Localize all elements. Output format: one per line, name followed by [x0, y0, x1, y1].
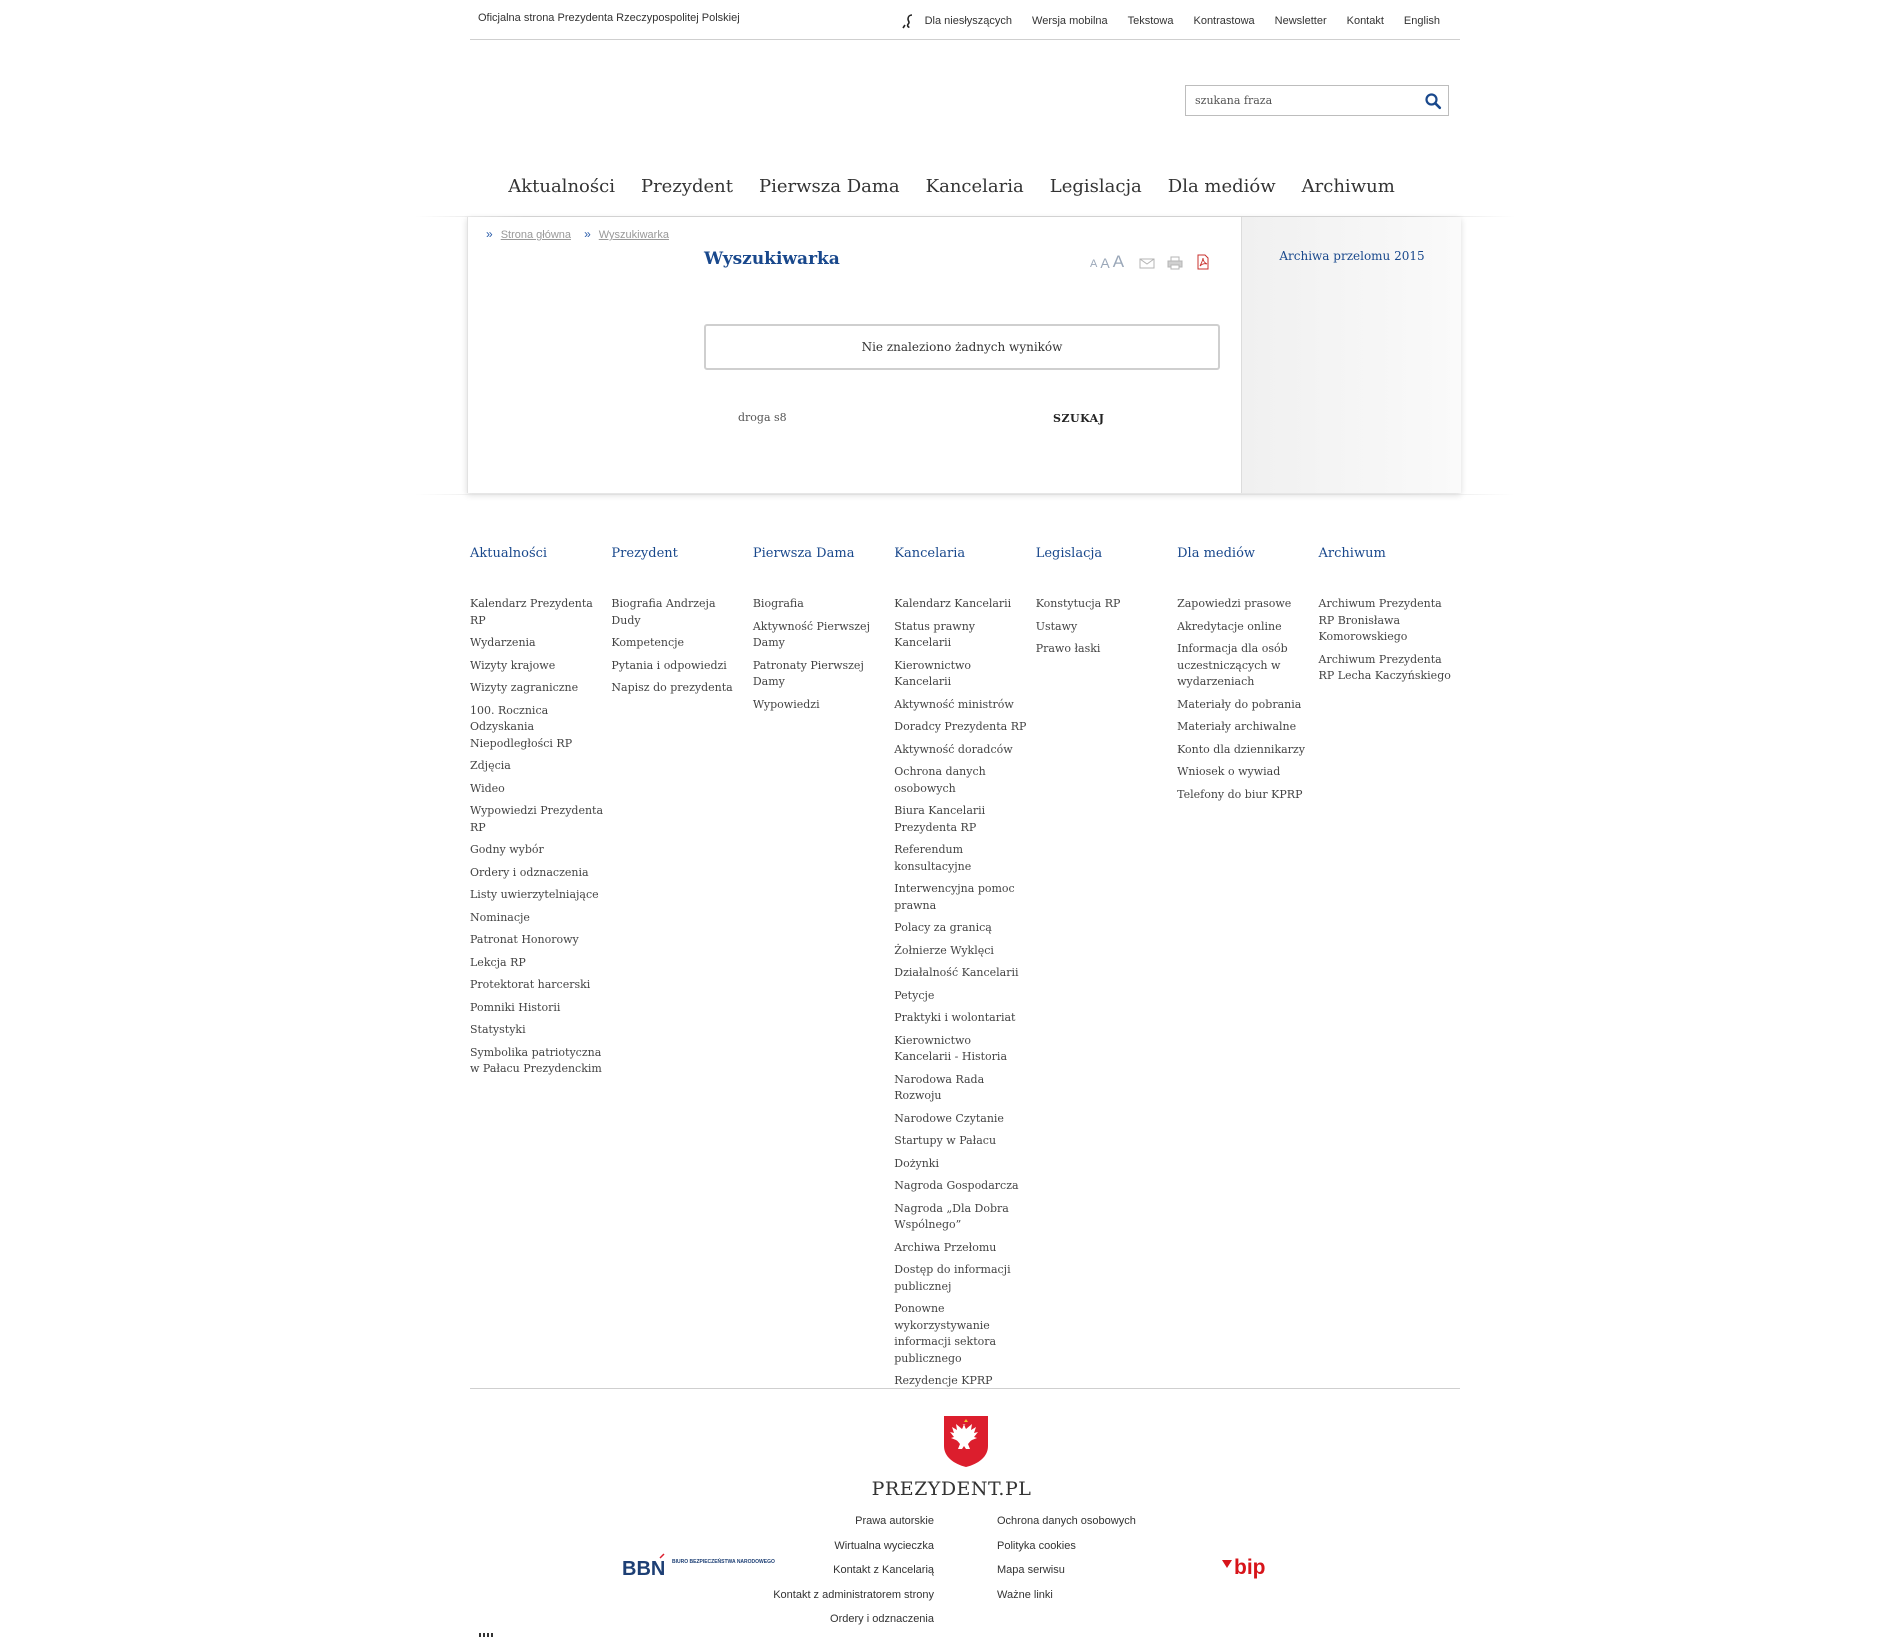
- footer-column: [1319, 546, 1460, 1396]
- footer-link[interactable]: Statystyki: [470, 1023, 526, 1036]
- footer-link[interactable]: Referendum konsultacyjne: [894, 843, 972, 873]
- footer-link[interactable]: Doradcy Prezydenta RP: [894, 720, 1027, 733]
- footer-link-ordery[interactable]: Ordery i odznaczenia: [830, 1613, 934, 1625]
- footer-link[interactable]: Dożynki: [894, 1156, 939, 1170]
- footer-link[interactable]: Prawo łaski: [1035, 642, 1101, 655]
- footer-link[interactable]: Wydarzenia: [470, 636, 536, 649]
- footer-link[interactable]: Dostęp do informacji publicznej: [894, 1263, 1011, 1293]
- footer-link[interactable]: Ochrona danych osobowych: [894, 765, 986, 795]
- footer-link[interactable]: Materiały do pobrania: [1177, 697, 1302, 711]
- breadcrumb-separator-icon: »: [486, 227, 493, 241]
- top-link-contrast[interactable]: Kontrastowa: [1193, 15, 1255, 27]
- font-size-small-button[interactable]: A: [1090, 258, 1098, 270]
- footer-link[interactable]: Ustawy: [1035, 619, 1078, 633]
- footer-link[interactable]: Pytania i odpowiedzi: [611, 658, 727, 672]
- main-content: [467, 217, 1461, 493]
- bbn-logo-icon[interactable]: [622, 1552, 775, 1582]
- bbn-logo-subtitle: BIURO BEZPIECZEŃSTWA NARODOWEGO: [672, 1559, 775, 1565]
- footer-link[interactable]: Godny wybór: [470, 843, 544, 856]
- search-submit-button[interactable]: SZUKAJ: [1053, 412, 1105, 425]
- top-link-accessibility[interactable]: [901, 12, 1012, 30]
- footer-link[interactable]: Kierownictwo Kancelarii - Historia: [894, 1033, 1008, 1063]
- footer-link[interactable]: Telefony do biur KPRP: [1177, 787, 1303, 801]
- font-size-large-button[interactable]: A: [1112, 252, 1125, 271]
- footer-column-title[interactable]: Archiwum: [1318, 546, 1386, 561]
- footer-column: [1036, 546, 1177, 1396]
- footer-link[interactable]: Polacy za granicą: [894, 921, 992, 934]
- footer-link[interactable]: Napisz do prezydenta: [611, 681, 733, 694]
- footer-link[interactable]: Nagroda „Dla Dobra Wspólnego”: [894, 1201, 1009, 1231]
- nav-prezydent[interactable]: Prezydent: [640, 176, 733, 197]
- footer-link[interactable]: Materiały archiwalne: [1177, 720, 1297, 733]
- search-query-field[interactable]: droga s8: [738, 411, 787, 424]
- footer-link[interactable]: Wniosek o wywiad: [1177, 765, 1281, 778]
- footer-column-title[interactable]: Pierwsza Dama: [752, 546, 855, 561]
- footer-column-title[interactable]: Aktualności: [470, 546, 548, 561]
- footer-link[interactable]: Patronat Honorowy: [470, 933, 579, 946]
- footer-column-list: [1177, 596, 1318, 803]
- footer-link[interactable]: Patronaty Pierwszej Damy: [752, 658, 864, 688]
- footer-sitemap: [470, 546, 1460, 1396]
- footer-links-left: [710, 1514, 934, 1637]
- footer-link[interactable]: Interwencyjna pomoc prawna: [894, 882, 1015, 912]
- footer-column-title[interactable]: Prezydent: [611, 546, 678, 561]
- footer-link[interactable]: Petycje: [894, 988, 935, 1002]
- nav-archiwum[interactable]: Archiwum: [1301, 176, 1395, 197]
- search-icon[interactable]: [1424, 92, 1442, 110]
- pdf-icon[interactable]: [1195, 254, 1211, 270]
- top-bar: [470, 0, 1460, 40]
- footer-link-prawa-autorskie[interactable]: Prawa autorskie: [855, 1515, 934, 1527]
- footer-column-list: [894, 596, 1035, 1390]
- footer-link[interactable]: Narodowa Rada Rozwoju: [894, 1072, 985, 1102]
- footer-link[interactable]: Protektorat harcerski: [470, 978, 591, 991]
- footer-link-wirtualna-wycieczka[interactable]: Wirtualna wycieczka: [834, 1539, 934, 1552]
- footer-link[interactable]: Ordery i odznaczenia: [470, 865, 589, 879]
- footer-link[interactable]: Kalendarz Prezydenta RP: [470, 597, 593, 627]
- footer-link[interactable]: Konto dla dziennikarzy: [1177, 742, 1305, 756]
- nav-legislacja[interactable]: Legislacja: [1049, 176, 1142, 197]
- footer-link[interactable]: Wizyty zagraniczne: [470, 681, 579, 694]
- footer-link[interactable]: Symbolika patriotyczna w Pałacu Prezydenckim: [470, 1045, 602, 1075]
- right-sidebar: [1241, 217, 1461, 493]
- footer-link[interactable]: Wizyty krajowe: [470, 658, 556, 672]
- top-link-label: Dla niesłyszących: [924, 15, 1013, 27]
- page-title: Wyszukiwarka: [704, 249, 840, 269]
- top-link-newsletter[interactable]: Newsletter: [1274, 15, 1327, 27]
- footer-link[interactable]: Aktywność doradców: [894, 742, 1013, 756]
- footer-link-ochrona-danych[interactable]: Ochrona danych osobowych: [997, 1515, 1136, 1527]
- nav-kancelaria[interactable]: Kancelaria: [925, 176, 1024, 197]
- footer-link[interactable]: Kompetencje: [611, 636, 685, 649]
- footer-link-mapa-serwisu[interactable]: Mapa serwisu: [997, 1564, 1065, 1576]
- footer-link[interactable]: Biura Kancelarii Prezydenta RP: [894, 804, 986, 834]
- footer-column: [1177, 546, 1318, 1396]
- no-results-message: Nie znaleziono żadnych wyników: [704, 324, 1220, 370]
- bip-logo-icon[interactable]: [1221, 1554, 1275, 1580]
- breadcrumb-separator-icon: »: [584, 227, 591, 241]
- bbn-logo-text: BBN: [622, 1558, 666, 1580]
- footer-link[interactable]: Wypowiedzi: [752, 697, 820, 711]
- footer-link[interactable]: Kalendarz Kancelarii: [894, 597, 1012, 610]
- breadcrumb-current[interactable]: Wyszukiwarka: [598, 229, 669, 241]
- footer-link-polityka-cookies[interactable]: Polityka cookies: [997, 1539, 1076, 1552]
- footer-link[interactable]: Wypowiedzi Prezydenta RP: [470, 804, 604, 834]
- footer-link[interactable]: Żołnierze Wyklęci: [894, 943, 994, 957]
- footer-column: [894, 546, 1035, 1396]
- footer-link[interactable]: Narodowe Czytanie: [894, 1111, 1004, 1125]
- footer-link[interactable]: Działalność Kancelarii: [894, 966, 1019, 979]
- content-divider: [415, 494, 1515, 495]
- footer-link[interactable]: Aktywność ministrów: [894, 697, 1014, 711]
- footer-link[interactable]: Archiwum Prezydenta RP Lecha Kaczyńskiego: [1318, 652, 1451, 682]
- top-link-english[interactable]: English: [1403, 15, 1440, 27]
- footer-link[interactable]: Biografia: [752, 597, 804, 610]
- footer-column-list: [1319, 596, 1460, 685]
- footer-link[interactable]: Status prawny Kancelarii: [894, 619, 975, 649]
- footer-link[interactable]: Akredytacje online: [1177, 619, 1282, 633]
- footer-link-wazne-linki[interactable]: Ważne linki: [997, 1588, 1053, 1601]
- footer-column-list: [753, 596, 894, 713]
- footer-link[interactable]: Konstytucja RP: [1035, 597, 1121, 610]
- footer-column-list: [611, 596, 752, 697]
- search-input[interactable]: [1186, 86, 1406, 115]
- footer-link[interactable]: Ponowne wykorzystywanie informacji sektora publicznego: [894, 1302, 997, 1365]
- footer-divider: [470, 1388, 1460, 1389]
- footer-column: [753, 546, 894, 1396]
- sidebar-link-archiwa[interactable]: Archiwa przelomu 2015: [1279, 249, 1425, 263]
- qr-code-icon: [479, 1633, 493, 1637]
- polish-eagle-emblem-icon: [942, 1414, 990, 1468]
- footer-column-list: [1036, 596, 1177, 658]
- footer-link[interactable]: Informacja dla osób uczestniczących w wydarzeniach: [1177, 642, 1288, 688]
- footer-links-right: [997, 1514, 1136, 1612]
- nav-dla-mediow[interactable]: Dla mediów: [1167, 176, 1276, 197]
- print-icon[interactable]: [1167, 256, 1183, 270]
- footer-column-title[interactable]: Kancelaria: [894, 546, 966, 561]
- footer-link[interactable]: Listy uwierzytelniające: [470, 888, 599, 901]
- nav-aktualnosci[interactable]: Aktualności: [508, 176, 615, 197]
- footer-link[interactable]: Wideo: [470, 781, 505, 795]
- footer-link[interactable]: Archiwum Prezydenta RP Bronisława Komorowskiego: [1318, 597, 1442, 643]
- footer-link[interactable]: Biografia Andrzeja Dudy: [611, 597, 716, 627]
- breadcrumb: [486, 227, 679, 241]
- footer-column: [470, 546, 611, 1396]
- footer-link[interactable]: Aktywność Pierwszej Damy: [752, 619, 870, 649]
- nav-pierwsza-dama[interactable]: Pierwsza Dama: [758, 176, 900, 197]
- site-label: Oficjalna strona Prezydenta Rzeczypospolitej Polskiej: [478, 12, 740, 24]
- search-box: [1185, 85, 1449, 116]
- footer-link[interactable]: Kierownictwo Kancelarii: [894, 658, 972, 688]
- footer-link[interactable]: Lekcja RP: [470, 955, 526, 969]
- footer-link-kontakt-kancelaria[interactable]: Kontakt z Kancelarią: [833, 1564, 934, 1576]
- footer-link[interactable]: Zdjęcia: [470, 759, 511, 772]
- ear-icon: [901, 12, 919, 30]
- main-nav: [0, 176, 1903, 197]
- top-link-contact[interactable]: Kontakt: [1346, 15, 1384, 27]
- footer-link-kontakt-admin[interactable]: Kontakt z administratorem strony: [773, 1588, 934, 1601]
- footer-link[interactable]: Rezydencje KPRP: [894, 1374, 993, 1387]
- footer-link[interactable]: Archiwa Przełomu: [894, 1240, 997, 1254]
- footer-column-list: [470, 596, 611, 1078]
- footer-link[interactable]: 100. Rocznica Odzyskania Niepodległości RP: [470, 703, 573, 750]
- footer-column-title[interactable]: Dla mediów: [1177, 546, 1256, 561]
- font-size-medium-button[interactable]: A: [1100, 255, 1110, 271]
- bip-logo-text: bip: [1234, 1556, 1266, 1579]
- top-links: [881, 12, 1440, 30]
- top-link-text[interactable]: Tekstowa: [1127, 15, 1174, 27]
- page-tools: [1090, 253, 1211, 270]
- footer-link[interactable]: Nominacje: [470, 910, 530, 924]
- brand-name[interactable]: PREZYDENT.PL: [871, 1478, 1032, 1500]
- footer-link[interactable]: Zapowiedzi prasowe: [1177, 597, 1292, 610]
- top-link-mobile[interactable]: Wersja mobilna: [1032, 15, 1108, 27]
- footer-column-title[interactable]: Legislacja: [1035, 546, 1103, 561]
- breadcrumb-home[interactable]: Strona główna: [500, 229, 572, 241]
- email-icon[interactable]: [1139, 256, 1155, 270]
- footer-link[interactable]: Pomniki Historii: [470, 1000, 561, 1014]
- footer-link[interactable]: Praktyki i wolontariat: [894, 1011, 1016, 1024]
- footer-column: [611, 546, 752, 1396]
- footer-link[interactable]: Nagroda Gospodarcza: [894, 1179, 1019, 1192]
- footer-link[interactable]: Startupy w Pałacu: [894, 1134, 997, 1147]
